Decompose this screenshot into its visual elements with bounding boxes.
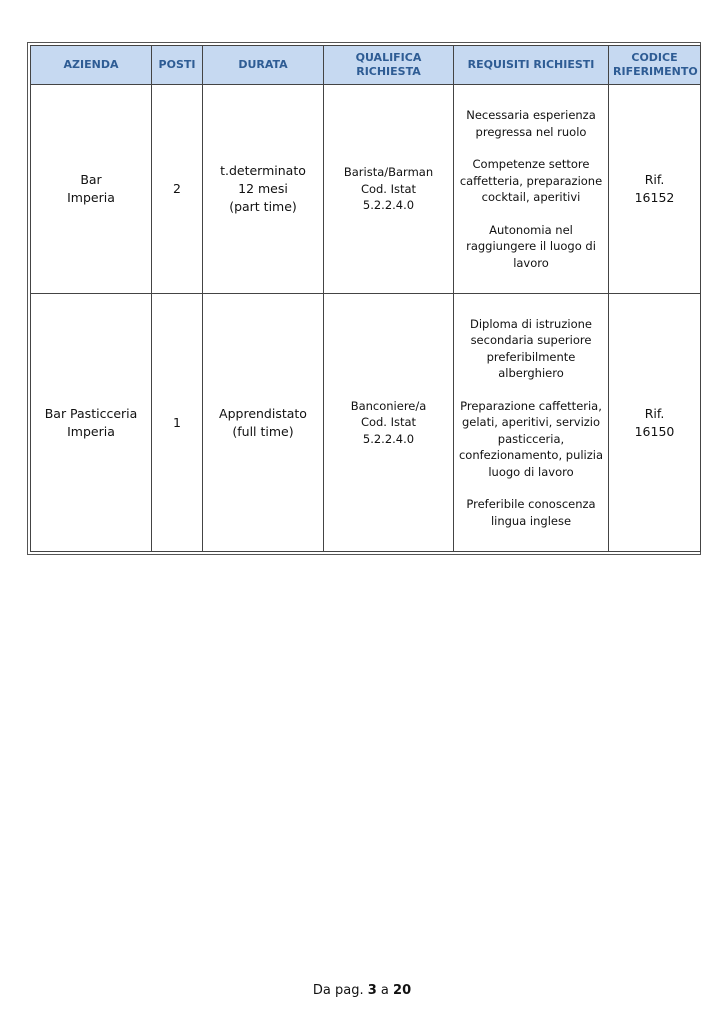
table-row bbox=[31, 85, 701, 294]
requisiti-line: raggiungere il luogo di bbox=[466, 239, 596, 253]
qualifica-line: Cod. Istat bbox=[360, 181, 417, 196]
cell-posti: 1 bbox=[152, 294, 203, 552]
requisiti-line: Competenze settore bbox=[472, 157, 590, 171]
cell-azienda bbox=[31, 85, 152, 294]
header-codice: CODICE RIFERIMENTO bbox=[609, 46, 701, 85]
requisiti-line: confezionamento, pulizia bbox=[458, 448, 604, 463]
requisiti-line: lavoro bbox=[513, 255, 549, 270]
azienda-line: Bar bbox=[80, 172, 102, 187]
requisiti-line: Necessaria esperienza bbox=[466, 108, 596, 122]
requisiti-line: secondaria superiore bbox=[470, 333, 592, 348]
requisiti-line: pregressa nel ruolo bbox=[475, 124, 587, 139]
requisiti-line: Diploma di istruzione bbox=[470, 316, 592, 331]
requisiti-line: lingua inglese bbox=[490, 513, 572, 528]
footer-prefix: Da pag. bbox=[312, 983, 364, 998]
cell-durata bbox=[203, 294, 324, 552]
cell-posti: 2 bbox=[152, 85, 203, 294]
job-offers-table bbox=[30, 45, 701, 552]
qualifica-line: 5.2.2.4.0 bbox=[362, 431, 415, 446]
requisiti-line: Preparazione caffetteria, bbox=[460, 398, 602, 413]
cell-qualifica bbox=[324, 294, 454, 552]
qualifica-line: Banconiere/a bbox=[350, 398, 427, 413]
header-durata: DURATA bbox=[203, 46, 324, 85]
requisiti-line: luogo di lavoro bbox=[488, 464, 574, 479]
codice-line: 16150 bbox=[634, 423, 675, 439]
header-qualifica: QUALIFICA RICHIESTA bbox=[324, 46, 454, 85]
codice-line: Rif. bbox=[644, 172, 665, 187]
table-header-row bbox=[31, 46, 701, 85]
table-row bbox=[31, 294, 701, 552]
azienda-line: Imperia bbox=[67, 423, 115, 439]
codice-line: Rif. bbox=[644, 405, 665, 421]
cell-qualifica bbox=[324, 85, 454, 294]
requisiti-line: pasticceria, bbox=[497, 431, 565, 446]
azienda-line: Bar Pasticceria bbox=[44, 405, 138, 421]
cell-requisiti bbox=[454, 294, 609, 552]
cell-codice bbox=[609, 294, 701, 552]
cell-azienda bbox=[31, 294, 152, 552]
header-requisiti: REQUISITI RICHIESTI bbox=[454, 46, 609, 85]
requisiti-line: Preferibile conoscenza bbox=[466, 497, 596, 512]
page-footer bbox=[0, 983, 724, 998]
requisiti-line: caffetteria, preparazione bbox=[459, 173, 603, 188]
requisiti-line: Autonomia nel bbox=[489, 222, 573, 237]
cell-durata bbox=[203, 85, 324, 294]
azienda-line: Imperia bbox=[67, 190, 115, 205]
total-pages-number: 20 bbox=[393, 983, 412, 998]
current-page-number: 3 bbox=[367, 983, 377, 998]
durata-line: t.determinato bbox=[220, 163, 306, 178]
requisiti-line: gelati, aperitivi, servizio bbox=[461, 415, 601, 430]
durata-line: 12 mesi bbox=[238, 181, 288, 196]
requisiti-line: preferibilmente bbox=[486, 349, 576, 364]
requisiti-line: cocktail, aperitivi bbox=[481, 190, 581, 204]
qualifica-line: Barista/Barman bbox=[343, 165, 434, 180]
qualifica-line: 5.2.2.4.0 bbox=[362, 198, 415, 213]
codice-line: 16152 bbox=[634, 190, 675, 205]
header-azienda: AZIENDA bbox=[31, 46, 152, 85]
durata-line: Apprendistato bbox=[219, 405, 307, 421]
durata-line: (part time) bbox=[229, 199, 297, 214]
job-offers-table-frame bbox=[27, 42, 701, 555]
cell-codice bbox=[609, 85, 701, 294]
footer-separator: a bbox=[380, 983, 389, 998]
durata-line: (full time) bbox=[232, 423, 294, 439]
qualifica-line: Cod. Istat bbox=[360, 415, 417, 430]
requisiti-line: alberghiero bbox=[498, 366, 564, 381]
cell-requisiti bbox=[454, 85, 609, 294]
header-posti: POSTI bbox=[152, 46, 203, 85]
